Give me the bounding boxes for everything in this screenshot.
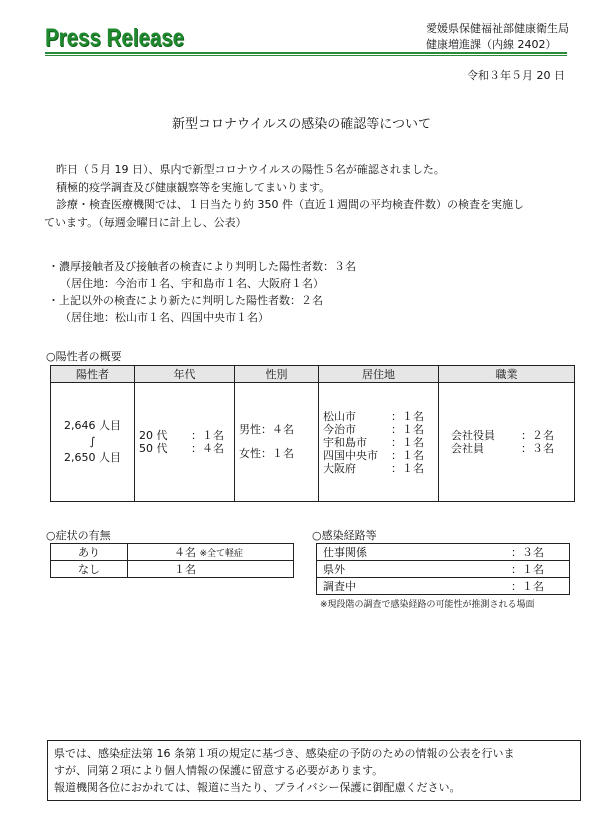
intro-line-1: 昨日（５月 19 日）、県内で新型コロナウイルスの陽性５名が確認されました。 <box>56 163 445 176</box>
residence-count: ：１名 <box>391 461 424 475</box>
residence-count: ：１名 <box>391 448 424 462</box>
intro-line-4: ています。（毎週金曜日に計上し、公表） <box>44 215 247 229</box>
route-label: 調査中 <box>317 578 506 595</box>
routes-heading: ○感染経路等 <box>312 529 377 542</box>
bullet-other-tests-residence: （居住地：松山市１名、四国中央市１名） <box>60 311 269 324</box>
occupation-cell <box>439 383 575 502</box>
symptoms-row <box>51 544 294 561</box>
residence-label: 四国中央市 <box>323 448 378 462</box>
symptoms-value-cell <box>128 544 294 561</box>
header-age: 年代 <box>135 366 235 383</box>
bullet-close-contacts: ・濃厚接触者及び接触者の検査により判明した陽性者数：３名 <box>48 260 356 273</box>
privacy-notice-box <box>47 740 581 801</box>
sex-male: 男性：４名 <box>239 423 294 436</box>
residence-count: ：１名 <box>391 409 424 423</box>
case-to: 2,650 人目 <box>64 451 121 464</box>
notice-line-2: すが、同第２項により個人情報の保護に留意する必要があります。 <box>54 764 384 777</box>
header-residence: 居住地 <box>319 366 439 383</box>
header-case: 陽性者 <box>51 366 135 383</box>
routes-row <box>317 544 570 561</box>
document-title: 新型コロナウイルスの感染の確認等について <box>172 117 431 132</box>
intro-paragraph <box>44 161 574 231</box>
header-occupation: 職業 <box>439 366 575 383</box>
header-rule-thin <box>45 55 567 56</box>
symptoms-row <box>51 561 294 578</box>
route-count: ：１名 <box>505 561 570 578</box>
age-label: 50 代 <box>139 442 168 455</box>
residence-cell <box>319 383 439 502</box>
residence-count: ：１名 <box>391 422 424 436</box>
symptoms-value: ４名 <box>174 546 196 559</box>
positive-breakdown <box>48 258 568 326</box>
route-count: ：３名 <box>505 544 570 561</box>
overview-data-row <box>51 383 575 502</box>
case-from: 2,646 人目 <box>64 419 121 432</box>
case-separator: ∫ <box>89 435 96 448</box>
route-label: 県外 <box>317 561 506 578</box>
symptoms-table <box>50 543 294 578</box>
overview-header-row <box>51 366 575 383</box>
residence-label: 今治市 <box>323 422 356 436</box>
overview-heading: ○陽性者の概要 <box>46 350 122 363</box>
age-count: ：１名 <box>191 429 224 442</box>
symptoms-label: なし <box>51 561 128 578</box>
symptoms-value-cell <box>128 561 294 578</box>
route-label: 仕事関係 <box>317 544 506 561</box>
routes-row <box>317 578 570 595</box>
release-date: 令和３年５月 20 日 <box>467 69 565 82</box>
symptoms-value: １名 <box>174 563 196 576</box>
notice-line-1: 県では、感染症法第 16 条第１項の規定に基づき、感染症の予防のための情報の公表を行いま <box>54 747 515 760</box>
routes-table <box>316 543 570 595</box>
intro-line-3: 診療・検査医療機関では、１日当たり約 350 件（直近１週間の平均検査件数）の検査を実施し <box>56 198 524 211</box>
case-range-cell <box>51 383 135 502</box>
press-release-logo: Press Release <box>45 24 185 52</box>
org-line-1: 愛媛県保健福祉部健康衛生局 <box>426 22 569 35</box>
routes-row <box>317 561 570 578</box>
bullet-close-contacts-residence: （居住地：今治市１名、宇和島市１名、大阪府１名） <box>60 277 324 290</box>
age-count: ：４名 <box>191 442 224 455</box>
residence-label: 松山市 <box>323 409 356 423</box>
issuing-organization <box>426 21 569 53</box>
header-sex: 性別 <box>235 366 319 383</box>
routes-footnote: ※現段階の調査で感染経路の可能性が推測される場面 <box>320 600 535 610</box>
occupation-label: 会社役員 <box>451 429 495 442</box>
age-label: 20 代 <box>139 429 168 442</box>
residence-label: 大阪府 <box>323 461 356 475</box>
sex-cell <box>235 383 319 502</box>
symptoms-note: ※全て軽症 <box>199 549 244 559</box>
sex-female: 女性：１名 <box>239 447 294 460</box>
route-count: ：１名 <box>505 578 570 595</box>
occupation-label: 会社員 <box>451 442 484 455</box>
occupation-count: ：２名 <box>521 429 554 442</box>
intro-line-2: 積極的疫学調査及び健康観察等を実施してまいります。 <box>56 180 331 194</box>
age-cell <box>135 383 235 502</box>
overview-table <box>50 365 575 502</box>
residence-count: ：１名 <box>391 435 424 449</box>
symptoms-label: あり <box>51 544 128 561</box>
notice-line-3: 報道機関各位におかれては、報道に当たり、プライバシー保護に御配慮ください。 <box>54 781 461 794</box>
residence-label: 宇和島市 <box>323 435 367 449</box>
bullet-other-tests: ・上記以外の検査により新たに判明した陽性者数：２名 <box>48 294 323 307</box>
symptoms-heading: ○症状の有無 <box>46 529 111 542</box>
org-line-2: 健康増進課（内線 2402） <box>426 38 557 51</box>
occupation-count: ：３名 <box>521 442 554 455</box>
